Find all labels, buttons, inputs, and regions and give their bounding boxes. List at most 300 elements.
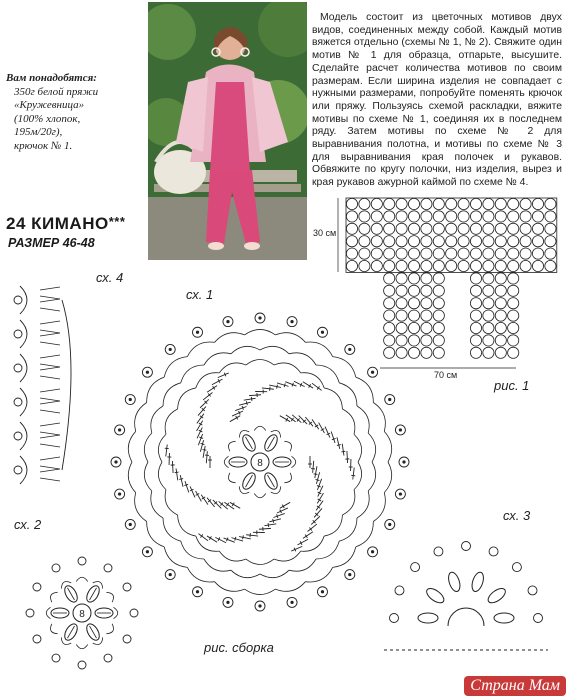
stitch-crossbar [235, 537, 236, 541]
double-crochet-stitch [176, 468, 178, 480]
picot-loop [395, 586, 404, 595]
chain-arch [93, 637, 103, 644]
petal-stitch [470, 571, 486, 593]
double-crochet-stitch [342, 444, 344, 456]
picot-dot [129, 398, 132, 401]
picot-dot [321, 590, 324, 593]
picot-loop [104, 654, 112, 662]
stitch-crossbar [203, 450, 207, 451]
double-crochet-stitch [166, 445, 167, 457]
picot-dot [196, 331, 199, 334]
petal-stem [246, 475, 253, 487]
stitch-crossbar [243, 535, 244, 539]
picot-dot [348, 348, 351, 351]
picot-loop [528, 586, 537, 595]
chain-arch [271, 430, 281, 437]
double-crochet-stitch [325, 427, 330, 438]
chain-arch [135, 493, 147, 522]
edging-arch [20, 422, 27, 450]
chain-arch [144, 433, 152, 462]
chain-arch [368, 433, 376, 462]
stitch-crossbar [226, 503, 228, 506]
edging-stitch [40, 296, 60, 299]
chain-arch [301, 373, 324, 388]
chain-arch [289, 559, 316, 571]
double-crochet-stitch [249, 395, 261, 396]
edging-stitch [40, 466, 60, 469]
materials-line: «Кружевница» [14, 99, 85, 111]
chain-arch [187, 567, 214, 582]
stitch-crossbar [316, 479, 320, 480]
double-crochet-stitch [230, 416, 240, 422]
edging-stitch [40, 367, 60, 370]
chain-arch [50, 624, 57, 634]
edging-stitch [40, 410, 60, 413]
chain-arch [128, 462, 135, 493]
double-crochet-stitch [337, 437, 340, 449]
chain-arch [50, 592, 57, 602]
watermark-logo: Страна Мам [464, 676, 566, 696]
picot-loop [14, 398, 22, 406]
petal-stem [90, 626, 97, 638]
double-crochet-stitch [299, 416, 307, 425]
chain-arch [204, 559, 231, 571]
chain-arch [158, 462, 166, 490]
motif-center-number: 8 [79, 609, 85, 620]
scheme-4-label: сх. 4 [96, 270, 124, 285]
chain-arch [164, 547, 187, 567]
chain-arch [231, 346, 260, 354]
picot-loop [78, 557, 86, 565]
chain-arch [231, 570, 260, 578]
assembly-label: рис. сборка [204, 640, 274, 655]
chain-arch [76, 644, 87, 648]
petal-stem [68, 626, 75, 638]
chain-arch [239, 486, 249, 493]
scheme-1-center-motif [224, 426, 295, 497]
stitch-crossbar [246, 401, 247, 405]
edging-stitch [40, 401, 60, 404]
picot-dot [399, 492, 402, 495]
double-crochet-stitch [331, 432, 335, 443]
edging-arch [20, 354, 27, 382]
stitch-crossbar [184, 484, 188, 485]
pattern-number: 24 [6, 214, 26, 233]
petal-stitch [494, 613, 514, 623]
stitch-crossbar [242, 406, 243, 410]
chain-arch [342, 490, 354, 515]
picot-dot [146, 371, 149, 374]
double-crochet-stitch [198, 407, 206, 416]
edging-stitch [40, 435, 60, 438]
materials-line: крючок № 1. [14, 139, 73, 152]
chain-arch [333, 357, 356, 377]
double-crochet-stitch [313, 461, 314, 473]
edging-stitch [40, 398, 60, 401]
chain-arch [246, 359, 274, 364]
chain-arch [354, 434, 362, 462]
picot-dot [258, 316, 261, 319]
double-crochet-stitch [259, 528, 271, 529]
chain-arch [106, 624, 113, 634]
picot-loop [123, 635, 131, 643]
double-crochet-stitch [277, 383, 289, 386]
chain-arch [196, 536, 219, 551]
edging-stitch [40, 432, 60, 435]
double-crochet-stitch [312, 383, 322, 390]
chain-arch [165, 409, 177, 434]
chain-arch [147, 521, 165, 546]
layout-width-label: 70 см [434, 370, 458, 380]
edging-stitch [40, 457, 60, 460]
picot-loop [411, 563, 420, 572]
stitch-crossbar [341, 451, 345, 452]
edging-stitch [40, 308, 60, 311]
petal-stem [68, 588, 75, 600]
scheme-1-label: сх. 1 [186, 287, 214, 302]
chain-arch [284, 473, 291, 483]
edging-stitch [40, 342, 60, 345]
chain-arch [147, 377, 165, 402]
chain-arch [151, 406, 163, 433]
edging-stitch [40, 355, 60, 358]
double-crochet-stitch [198, 534, 208, 541]
double-crochet-stitch [224, 538, 235, 542]
chain-arch [93, 581, 103, 588]
chain-arch [239, 430, 249, 437]
double-crochet-stitch [314, 508, 322, 517]
chain-arch [215, 333, 245, 343]
chain-arch [113, 607, 117, 618]
edging-stitch [40, 330, 60, 333]
chain-arch [291, 456, 295, 467]
double-crochet-stitch [269, 519, 281, 522]
size-label: РАЗМЕР 46-48 [8, 236, 95, 250]
edging-stitch [40, 299, 60, 302]
chain-arch [324, 388, 342, 409]
scheme-3-label: сх. 3 [503, 508, 531, 523]
chain-arch [181, 365, 204, 383]
double-crochet-stitch [235, 406, 246, 410]
double-crochet-stitch [219, 501, 228, 509]
picot-loop [130, 609, 138, 617]
chain-arch [275, 582, 305, 592]
double-crochet-stitch [190, 486, 195, 497]
chain-arch [356, 377, 374, 402]
chain-arch [224, 456, 228, 467]
double-crochet-stitch [262, 388, 274, 389]
edging-stitch [40, 478, 60, 481]
picot-loop [33, 583, 41, 591]
picot-loop [14, 364, 22, 372]
picot-dot [290, 601, 293, 604]
petal-stitch [418, 613, 438, 623]
picot-loop [104, 564, 112, 572]
double-crochet-stitch [180, 475, 183, 487]
stitch-crossbar [337, 445, 341, 446]
picot-dot [290, 320, 293, 323]
edging-stitch [40, 389, 60, 392]
scheme-2-diagram [46, 577, 117, 648]
double-crochet-stitch [207, 498, 215, 507]
double-crochet-stitch [246, 535, 258, 536]
edging-stitch [40, 423, 60, 426]
materials-line: 195м/20г), [14, 126, 63, 138]
chain-arch [275, 333, 305, 343]
double-crochet-stitch [264, 524, 276, 526]
double-crochet-stitch [298, 539, 309, 545]
edging-stitch [40, 287, 60, 290]
picot-dot [371, 371, 374, 374]
chain-arch [245, 329, 276, 334]
chain-arch [368, 462, 376, 491]
chain-arch [106, 592, 113, 602]
chain-arch [181, 541, 204, 559]
stitch-crossbar [201, 443, 205, 444]
double-crochet-stitch [232, 411, 243, 416]
chain-arch [254, 493, 265, 497]
edging-arch [20, 286, 27, 314]
picot-dot [196, 590, 199, 593]
chain-arch [151, 491, 163, 518]
chain-arch [76, 577, 87, 581]
double-crochet-stitch [311, 516, 320, 524]
double-crochet-stitch [269, 385, 281, 387]
chain-arch [274, 551, 301, 561]
double-crochet-stitch [347, 451, 348, 463]
double-crochet-stitch [239, 402, 251, 405]
double-crochet-stitch [308, 524, 317, 531]
picot-dot [371, 550, 374, 553]
double-crochet-stitch [231, 538, 243, 541]
stitch-crossbar [314, 474, 318, 475]
chain-arch [316, 365, 339, 383]
double-crochet-stitch [239, 537, 251, 539]
edging-base-arc [62, 300, 71, 470]
picot-loop [14, 432, 22, 440]
chain-arch [165, 490, 177, 515]
materials-heading: Вам понадобятся: [6, 72, 97, 84]
edging-stitch [40, 444, 60, 447]
chain-arch [178, 515, 196, 536]
chain-arch [357, 406, 369, 433]
layout-caption: рис. 1 [494, 378, 530, 393]
picot-dot [388, 523, 391, 526]
chain-arch [178, 388, 196, 409]
chain-arch [61, 581, 71, 588]
double-crochet-stitch [218, 373, 229, 378]
chain-arch [384, 462, 391, 493]
picot-loop [434, 547, 443, 556]
chain-arch [246, 559, 274, 564]
picot-dot [169, 348, 172, 351]
chain-arch [284, 441, 291, 451]
picot-dot [388, 398, 391, 401]
petal-stem [90, 588, 97, 600]
picot-loop [462, 542, 471, 551]
double-crochet-stitch [353, 468, 354, 480]
stitch-crossbar [284, 383, 285, 387]
picot-loop [14, 330, 22, 338]
picot-loop [52, 564, 60, 572]
double-crochet-stitch [315, 466, 317, 478]
petal-stitch [446, 571, 462, 593]
double-crochet-stitch [207, 536, 217, 542]
petal-stitch [424, 586, 446, 606]
motif-center-number: 8 [257, 458, 263, 469]
picot-dot [348, 573, 351, 576]
chain-arch [356, 521, 374, 546]
double-crochet-stitch [285, 382, 296, 386]
double-crochet-stitch [196, 491, 202, 501]
chain-arch [373, 403, 385, 432]
edging-stitch [40, 364, 60, 367]
pattern-name: КИМАНО [31, 214, 109, 233]
petal-stem [268, 475, 275, 487]
picot-dot [146, 550, 149, 553]
picot-dot [399, 428, 402, 431]
picot-dot [258, 604, 261, 607]
picot-loop [14, 466, 22, 474]
chain-arch [324, 515, 342, 536]
double-crochet-stitch [203, 392, 212, 399]
chain-arch [228, 473, 235, 483]
picot-dot [114, 460, 117, 463]
chain-arch [219, 363, 246, 373]
stitch-crossbar [175, 472, 179, 473]
stitch-crossbar [277, 514, 278, 518]
chain-arch [301, 536, 324, 551]
chain-arch [215, 582, 245, 592]
scheme-3-diagram [384, 542, 548, 651]
stitch-crossbar [273, 519, 274, 523]
double-crochet-stitch [305, 417, 313, 426]
chain-arch [144, 462, 152, 491]
petal-stitch [486, 586, 508, 606]
double-crochet-stitch [172, 461, 173, 473]
chain-arch [305, 342, 332, 357]
half-ring [448, 608, 484, 626]
chain-arch [373, 493, 385, 522]
double-crochet-stitch [203, 446, 205, 458]
picot-loop [78, 661, 86, 669]
edging-arch [20, 456, 27, 484]
chain-arch [274, 363, 301, 373]
chain-arch [342, 409, 354, 434]
stitch-crossbar [332, 438, 336, 439]
chain-arch [245, 589, 276, 594]
stitch-crossbar [291, 418, 293, 421]
scheme-4-diagram [14, 286, 71, 484]
double-crochet-stitch [244, 398, 256, 400]
instructions-paragraph: Модель состоит из цветочных мотивов двух видов, соединенных между собой. Каждый мотив вяжется отдельно (схемы № 1, № 2). Свяжите один мотив № 1 для образца, отпарьте, высушите. Сделайте расчет количества мотивов по своим размерам. Если ширина изделия не совпадает с нужными размерами, попробуйте поменять крючок или пряжу. Пользуясь схемой раскладки, вяжите мотивы по схеме № 1, соединяя их в последнем ряду. Затем мотивы по схеме № 2 для выравнивания полотна, и мотивы по схеме № 3 для выравнивания края полочек и рукавов. Обвяжите по кругу полочки, низ изделия, вырез и края рукавов ажурной каймой по схеме № 4. [312, 12, 562, 189]
chain-arch [204, 353, 231, 365]
chain-arch [61, 637, 71, 644]
picot-loop [52, 654, 60, 662]
picot-loop [123, 583, 131, 591]
stitch-crossbar [277, 385, 278, 389]
double-crochet-stitch [207, 386, 217, 393]
double-crochet-stitch [277, 508, 288, 513]
petal-stem [246, 437, 253, 449]
chain-arch [228, 441, 235, 451]
double-crochet-stitch [212, 379, 223, 385]
stitch-crossbar [251, 397, 252, 401]
picot-dot [169, 573, 172, 576]
chain-arch [196, 373, 219, 388]
chain-arch [289, 353, 316, 365]
stitch-crossbar [179, 479, 183, 480]
chain-arch [187, 342, 214, 357]
edging-arch [20, 388, 27, 416]
edging-stitch [40, 333, 60, 336]
chain-arch [254, 426, 265, 430]
double-crochet-stitch [292, 415, 301, 423]
chain-arch [164, 357, 187, 377]
picot-loop [33, 635, 41, 643]
double-crochet-stitch [200, 399, 209, 407]
edging-stitch [40, 376, 60, 379]
chain-arch [333, 547, 356, 567]
double-crochet-stitch [280, 502, 290, 508]
picot-dot [321, 331, 324, 334]
double-crochet-stitch [213, 500, 221, 509]
chain-arch [219, 551, 246, 561]
chain-arch [260, 346, 289, 354]
chain-arch [260, 570, 289, 578]
materials-line: 350г белой пряжи [14, 85, 99, 98]
picot-loop [534, 614, 543, 623]
chain-arch [305, 567, 332, 582]
chain-arch [135, 403, 147, 432]
picot-dot [226, 601, 229, 604]
chain-arch [271, 486, 281, 493]
picot-loop [26, 609, 34, 617]
layout-height-label: 30 см [313, 228, 337, 238]
chain-arch [128, 431, 135, 462]
picot-dot [118, 492, 121, 495]
chain-arch [384, 431, 391, 462]
edging-stitch [40, 321, 60, 324]
chain-arch [46, 607, 50, 618]
stitch-crossbar [268, 523, 269, 527]
petal-stem [268, 437, 275, 449]
difficulty-stars: *** [108, 214, 126, 229]
double-crochet-stitch [206, 451, 207, 463]
double-crochet-stitch [303, 382, 313, 388]
chain-arch [316, 541, 339, 559]
picot-loop [390, 614, 399, 623]
picot-dot [118, 428, 121, 431]
scheme-2-label: сх. 2 [14, 517, 42, 532]
picot-loop [489, 547, 498, 556]
picot-dot [129, 523, 132, 526]
edging-arch [20, 320, 27, 348]
chain-arch [357, 491, 369, 518]
double-crochet-stitch [291, 546, 302, 551]
double-crochet-stitch [319, 423, 325, 433]
picot-dot [226, 320, 229, 323]
double-crochet-stitch [312, 419, 319, 429]
materials-line: (100% хлопок, [14, 112, 81, 125]
double-crochet-stitch [273, 513, 284, 517]
double-crochet-stitch [303, 532, 313, 539]
picot-loop [512, 563, 521, 572]
edging-stitch [40, 469, 60, 472]
double-crochet-stitch [201, 495, 208, 505]
double-crochet-stitch [185, 481, 189, 492]
picot-loop [14, 296, 22, 304]
